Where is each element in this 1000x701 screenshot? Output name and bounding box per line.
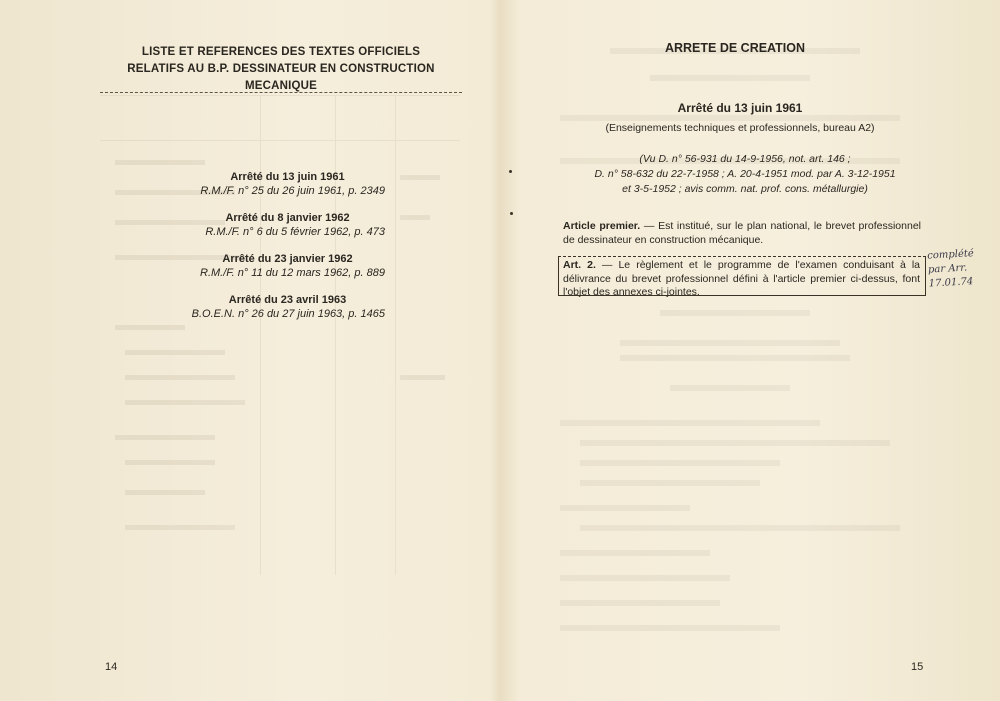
legal-basis-line2: D. n° 58-632 du 22-7-1958 ; A. 20-4-1951 mod. par A. 3-12-1951 <box>594 168 896 180</box>
handwritten-line3: 17.01.74 <box>928 276 974 290</box>
reference-entry <box>150 252 425 280</box>
legal-basis <box>575 152 915 197</box>
page-number-left: 14 <box>105 661 118 673</box>
article-2 <box>563 259 920 300</box>
references-header-line2: RELATIFS AU B.P. DESSINATEUR EN CONSTRUCTION MECANIQUE <box>127 63 435 92</box>
reference-source: R.M./F. n° 25 du 26 juin 1961, p. 2349 <box>200 185 385 197</box>
page-title: ARRETE DE CREATION <box>664 41 806 55</box>
reference-source: B.O.E.N. n° 26 du 27 juin 1963, p. 1465 <box>191 308 385 320</box>
header-divider <box>100 92 462 93</box>
article-1-text: — Est institué, sur le plan national, le brevet professionnel de dessinateur en construction mécanique. <box>563 220 921 246</box>
reference-title: Arrêté du 23 avril 1963 <box>228 294 347 306</box>
article-1 <box>563 219 921 247</box>
reference-entry <box>150 211 425 239</box>
show-through-ghost-table <box>100 95 460 575</box>
reference-title: Arrêté du 13 juin 1961 <box>230 171 345 183</box>
decree-date: Arrêté du 13 juin 1961 <box>677 101 803 115</box>
reference-source: R.M./F. n° 11 du 12 mars 1962, p. 889 <box>200 267 385 279</box>
reference-source: R.M./F. n° 6 du 5 février 1962, p. 473 <box>205 226 385 238</box>
legal-basis-line1: (Vu D. n° 56-931 du 14-9-1956, not. art. 146 ; <box>639 153 851 165</box>
reference-entry <box>150 293 425 321</box>
decree-subtitle: (Enseignements techniques et professionnels, bureau A2) <box>605 122 875 134</box>
reference-title: Arrêté du 8 janvier 1962 <box>225 212 350 224</box>
article-1-label: Article premier. <box>563 220 641 232</box>
legal-basis-line3: et 3-5-1952 ; avis comm. nat. prof. cons. métallurgie) <box>622 183 868 195</box>
references-header <box>100 44 462 95</box>
article-2-label: Art. 2. <box>563 259 596 271</box>
handwritten-annotation <box>927 246 989 291</box>
handwritten-line2: par Arr. <box>927 262 968 276</box>
references-header-line1: LISTE ET REFERENCES DES TEXTES OFFICIELS <box>141 46 421 58</box>
references-list <box>150 170 425 334</box>
handwritten-line1: complété <box>926 248 975 262</box>
reference-title: Arrêté du 23 janvier 1962 <box>222 253 353 265</box>
page-number-right: 15 <box>911 661 924 673</box>
reference-entry <box>150 170 425 198</box>
article-2-text: — Le règlement et le programme de l'examen conduisant à la délivrance du brevet professionnel défini à l'article premier ci-dessus, font l'objet des annexes ci-jointes. <box>563 259 920 298</box>
